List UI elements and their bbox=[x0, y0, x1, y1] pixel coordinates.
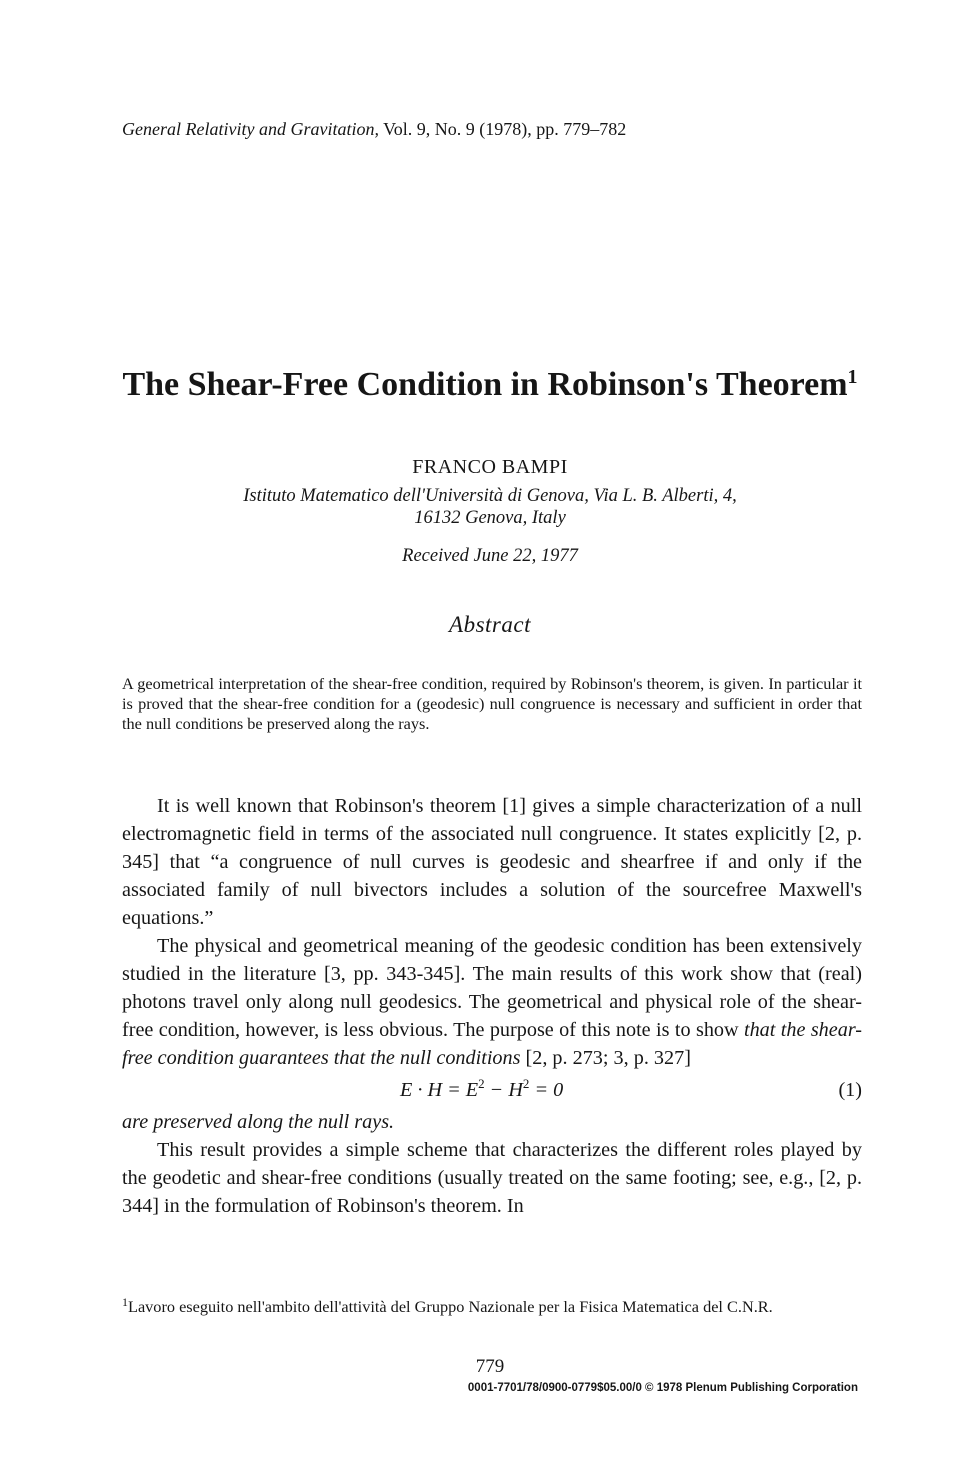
equation-exponent-2: 2 bbox=[522, 1076, 530, 1091]
copyright-line: 0001-7701/78/0900-0779$05.00/0 © 1978 Plenum Publishing Corporation bbox=[467, 1382, 858, 1394]
abstract-heading: Abstract bbox=[449, 612, 531, 637]
equation-part-b: − H bbox=[484, 1079, 523, 1101]
paragraph-4: This result provides a simple scheme that characterizes the different roles played by the geodetic and shear-free conditions (usually treated on the same footing; see, e.g., [2, p. 344] in the formulation of Robinson's theorem. In bbox=[122, 1139, 862, 1217]
paragraph-3-text: are preserved along the null rays. bbox=[122, 1111, 395, 1133]
journal-citation bbox=[122, 119, 626, 140]
footnote-text: Lavoro eseguito nell'ambito dell'attività del Gruppo Nazionale per la Fisica Matematica del C.N.R. bbox=[128, 1297, 773, 1316]
journal-name: General Relativity and Gravitation, bbox=[122, 119, 379, 139]
paragraph-1: It is well known that Robinson's theorem [1] gives a simple characterization of a null electromagnetic field in terms of the associated null congruence. It states explicitly [2, p. 345] that “a congruence of null curves is geodesic and shearfree if and only if the associated family of null bivectors includes a solution of the sourcefree Maxwell's equations.” bbox=[122, 795, 862, 929]
received-date: Received June 22, 1977 bbox=[402, 546, 578, 566]
equation-part-c: = 0 bbox=[529, 1079, 564, 1101]
paper-title bbox=[0, 366, 980, 404]
affiliation-line-1: Istituto Matematico dell'Università di Genova, Via L. B. Alberti, 4, bbox=[243, 486, 737, 506]
title-footnote-mark: 1 bbox=[847, 366, 858, 388]
title-text: The Shear-Free Condition in Robinson's Theorem bbox=[122, 366, 848, 403]
affiliation bbox=[0, 485, 980, 529]
paragraph-3 bbox=[122, 1108, 862, 1136]
journal-details: Vol. 9, No. 9 (1978), pp. 779–782 bbox=[378, 119, 627, 139]
page-number: 779 bbox=[475, 1356, 505, 1377]
equation-number: (1) bbox=[838, 1079, 862, 1101]
footnote-mark: 1 bbox=[122, 1295, 128, 1309]
equation-1 bbox=[122, 1076, 862, 1106]
footnote bbox=[122, 1297, 862, 1317]
paragraph-2-citation: [2, p. 273; 3, p. 327] bbox=[520, 1047, 691, 1069]
body-text bbox=[122, 792, 862, 1220]
author-name: FRANCO BAMPI bbox=[412, 456, 568, 478]
paragraph-2-text: The physical and geometrical meaning of the geodesic condition has been extensively studied in the literature [3, pp. 343-345]. The main results of this work show that (real) photons travel only along null geodesics. The geometrical and physical role of the shear-free condition, however, is less obvious. The purpose of this note is to show bbox=[122, 935, 862, 1041]
paragraph-2-emphasis: that the shear-free condition guarantees that the null conditions bbox=[122, 1019, 862, 1069]
paragraph-2 bbox=[122, 932, 862, 1072]
equation-expression bbox=[400, 1076, 563, 1104]
abstract-text: A geometrical interpretation of the shear-free condition, required by Robinson's theorem, is given. In particular it is proved that the shear-free condition for a (geodesic) null congruence is necessary and sufficient in order that the null conditions be preserved along the rays. bbox=[122, 674, 862, 733]
equation-exponent-1: 2 bbox=[478, 1076, 485, 1091]
equation-part-a: E · H = E bbox=[400, 1079, 479, 1101]
affiliation-line-2: 16132 Genova, Italy bbox=[414, 508, 566, 528]
